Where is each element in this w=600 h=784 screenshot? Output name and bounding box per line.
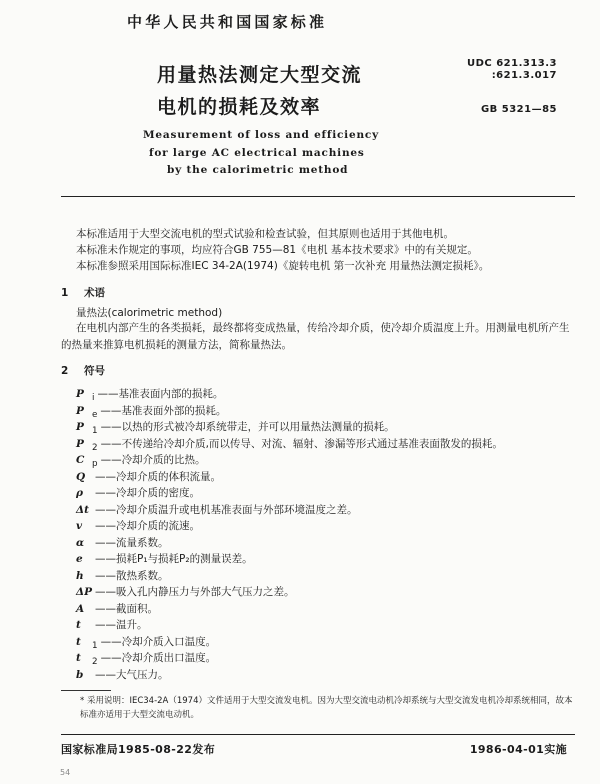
symbol: C	[76, 454, 85, 466]
symbol-row	[76, 535, 169, 550]
symbol: t	[76, 635, 81, 648]
symbol-row	[76, 568, 169, 583]
symbol: P	[76, 421, 84, 433]
symbol: v	[76, 520, 83, 532]
symbol-description: ——以热的形式被冷却系统带走，并可以用量热法测量的损耗。	[100, 421, 395, 433]
udc-code-line1: UDC 621.313.3	[466, 58, 557, 69]
symbol-description: ——冷却介质的流速。	[95, 520, 200, 532]
section-2-number: 2	[61, 365, 69, 377]
symbol-description: ——基准表面外部的损耗。	[100, 404, 227, 417]
symbol-description: ——冷却介质的体积流量。	[95, 470, 221, 483]
symbol: ΔP	[76, 586, 93, 598]
title-cn-line1: 用量热法测定大型交流	[157, 64, 363, 86]
symbol-description: ——冷却介质的密度。	[95, 487, 200, 499]
symbol-description: ——散热系数。	[95, 569, 169, 582]
title-en-line1: Measurement of loss and efficiency	[143, 129, 379, 141]
symbol-row	[76, 419, 395, 436]
symbol-description: ——截面积。	[95, 602, 158, 615]
symbol-subscript: 2	[92, 442, 98, 453]
symbol-description: ——吸入孔内静压力与外部大气压力之差。	[95, 586, 295, 598]
symbol-description: ——大气压力。	[95, 668, 169, 681]
title-en-line3: by the calorimetric method	[167, 164, 349, 176]
symbol: t	[76, 619, 81, 631]
section-2-heading	[61, 363, 105, 378]
symbol-row	[76, 617, 148, 632]
symbol: h	[76, 569, 84, 582]
section-1-title: 术语	[83, 287, 105, 299]
symbol-row	[76, 551, 253, 566]
symbol-description: ——不传递给冷却介质,而以传导、对流、辐射、渗漏等形式通过基准表面散发的损耗。	[100, 437, 503, 450]
symbol: P	[76, 404, 84, 417]
symbol-row	[76, 436, 503, 453]
header-divider	[61, 196, 575, 197]
symbol-row	[76, 584, 295, 599]
intro-para-3: 本标准参照采用国际标准IEC 34-2A(1974)《旋转电机 第一次补充 用量热法测定损耗》。	[76, 260, 490, 272]
title-cn-line2: 电机的损耗及效率	[157, 96, 322, 118]
footnote-divider	[61, 690, 111, 691]
standard-header: 中华人民共和国国家标准	[127, 13, 328, 31]
symbol-description: ——冷却介质的比热。	[100, 454, 206, 466]
symbol-row	[76, 403, 226, 420]
symbol-row	[76, 469, 221, 484]
symbol: Δt	[76, 503, 89, 516]
symbol: P	[76, 388, 84, 400]
symbol: ρ	[76, 487, 83, 499]
title-en-line2: for large AC electrical machines	[149, 147, 365, 159]
symbol-subscript: e	[92, 409, 98, 420]
symbol-subscript: i	[92, 393, 95, 404]
symbol-description: ——流量系数。	[95, 536, 169, 549]
symbol-row	[76, 650, 216, 667]
intro-para-2: 本标准未作规定的事项，均应符合GB 755—81《电机 基本技术要求》中的有关规定。	[76, 244, 478, 256]
footnote: * 采用说明：IEC34-2A（1974）文件适用于大型交流发电机。因为大型交流电动机冷却系统与大型交流发电机冷却系统相同，故本标准亦适用于大型交流电动机。	[80, 696, 573, 720]
symbol-description: ——冷却介质入口温度。	[100, 635, 217, 648]
section-1-number: 1	[61, 287, 69, 299]
symbol: A	[76, 602, 85, 615]
symbol-description: ——冷却介质出口温度。	[100, 652, 217, 664]
symbol-row	[76, 634, 216, 651]
footer-divider	[61, 734, 575, 735]
issue-date: 国家标准局1985-08-22发布	[61, 743, 216, 756]
symbol: t	[76, 652, 81, 664]
symbol-subscript: p	[92, 459, 98, 470]
symbol-row	[76, 386, 223, 403]
udc-code-line2: :621.3.017	[491, 70, 557, 81]
symbol: α	[76, 536, 85, 549]
term-line	[76, 306, 222, 320]
symbol-subscript: 1	[92, 426, 98, 437]
classification-codes	[467, 58, 557, 116]
symbol-subscript: 1	[92, 640, 98, 651]
symbol: P	[76, 437, 84, 450]
effective-date: 1986-04-01实施	[469, 743, 567, 756]
symbol-description: ——温升。	[95, 619, 148, 631]
term-cn: 量热法	[76, 307, 108, 319]
symbol: Q	[76, 470, 86, 483]
symbol-row	[76, 485, 200, 500]
symbol-subscript: 2	[92, 657, 98, 668]
symbol-description: ——损耗P₁与损耗P₂的测量误差。	[95, 553, 253, 565]
symbol-description: ——冷却介质温升或电机基准表面与外部环境温度之差。	[95, 503, 358, 516]
intro-para-1: 本标准适用于大型交流电机的型式试验和检查试验，但其原则也适用于其他电机。	[76, 228, 454, 240]
section-2-title: 符号	[83, 365, 105, 377]
symbol: b	[76, 668, 84, 681]
section-1-heading	[61, 285, 105, 300]
page-number: 54	[60, 768, 71, 777]
symbol-row	[76, 502, 358, 517]
symbol-row	[76, 601, 158, 616]
term-definition: 在电机内部产生的各类损耗，最终都将变成热量，传给冷却介质，使冷却介质温度上升。用测量电机所产生的热量来推算电机损耗的测量方法，简称量热法。	[61, 322, 570, 351]
symbol-row	[76, 452, 206, 469]
symbol-description: ——基准表面内部的损耗。	[97, 388, 224, 400]
symbol-row	[76, 518, 200, 533]
term-en: (calorimetric method)	[107, 307, 223, 319]
symbol-row	[76, 667, 169, 682]
gb-number: GB 5321—85	[480, 104, 557, 115]
symbol: e	[76, 553, 83, 565]
